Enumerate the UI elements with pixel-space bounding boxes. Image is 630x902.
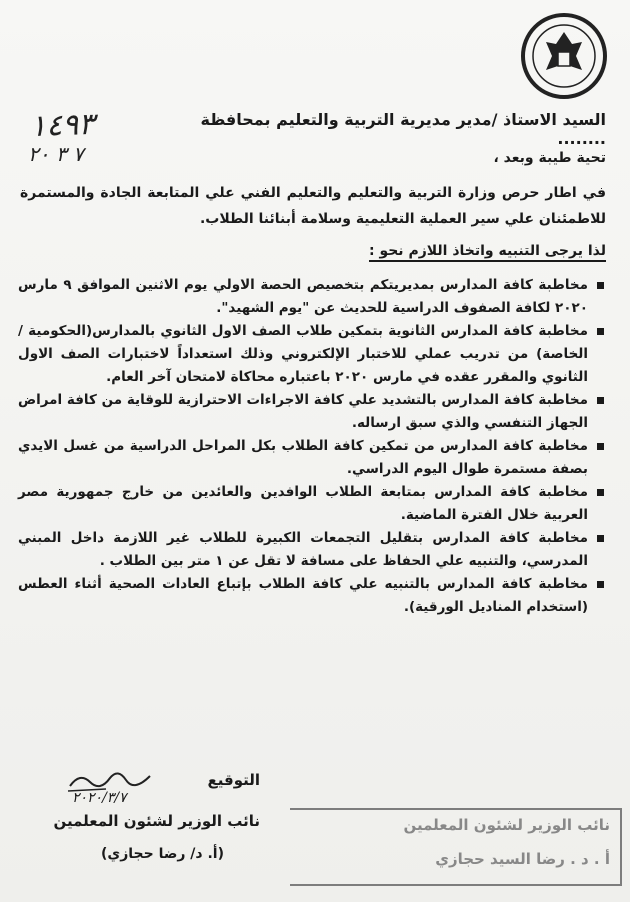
signatory-name: (أ. د/ رضا حجازي) xyxy=(100,846,224,862)
ministry-seal-icon xyxy=(520,12,608,100)
instructions-list xyxy=(18,274,608,619)
request-heading xyxy=(306,243,606,259)
stamp-line-title: نائب الوزير لشئون المعلمين xyxy=(403,816,610,834)
stamp-line-name: أ . د . رضا السيد حجازي xyxy=(435,850,610,868)
intro-paragraph: في اطار حرص وزارة التربية والتعليم والتعليم الفني علي المتابعة الجادة والمستمرة للاطمئنان علي سير العملية التعليمية وسلامة أبنائنا الطلاب. xyxy=(20,185,606,227)
list-item: مخاطبة كافة المدارس من تمكين كافة الطلاب بكل المراحل الدراسية من غسل الايدي بصفة مستمرة طوال اليوم الدراسي. xyxy=(18,435,608,481)
signature-label: التوقيع xyxy=(207,771,260,789)
list-item: مخاطبة كافة المدارس الثانوية بتمكين طلاب الصف الاول الثانوي بالمدارس(الحكومية / الخاصة) من تدريب عملي للاختبار الإلكتروني وذلك استعداداً لاختبارات الصف الاول الثانوي والمقرر عقده في مارس ٢٠٢٠ باعتباره محاكاة لامتحان آخر العام. xyxy=(18,320,608,389)
list-item: مخاطبة كافة المدارس بمتابعة الطلاب الوافدين والعائدين من خارج جمهورية مصر العربية خلال الفترة الماضية. xyxy=(18,481,608,527)
list-item: مخاطبة كافة المدارس بتقليل التجمعات الكبيرة للطلاب غير اللازمة داخل المبني المدرسي، والتنبيه علي الحفاظ على مسافة لا تقل عن ١ متر بين الطلاب . xyxy=(18,527,608,573)
handwritten-date: ٧ ٣ ٢٠ xyxy=(28,142,84,166)
signatory-title: نائب الوزير لشئون المعلمين xyxy=(53,812,260,830)
official-stamp xyxy=(290,808,622,886)
list-item: مخاطبة كافة المدارس بالتشديد علي كافة الاجراءات الاحترازية للوقاية من كافة امراض الجهاز التنفسي والذي سبق ارساله. xyxy=(18,389,608,435)
list-item: مخاطبة كافة المدارس بالتنبيه علي كافة الطلاب بإتباع العادات الصحية أثناء العطس (استخدام المناديل الورقية). xyxy=(18,573,608,619)
handwritten-registry-number: ١٤٩٣ xyxy=(29,106,96,145)
list-item: مخاطبة كافة المدارس بمديريتكم بتخصيص الحصة الاولي يوم الاثنين الموافق ٩ مارس ٢٠٢٠ لكافة الصفوف الدراسية للحديث عن "يوم الشهيد". xyxy=(18,274,608,320)
signature-date: ٢٠٢٠/٣/٧ xyxy=(72,790,127,806)
request-heading-text: لذا يرجى التنبيه واتخاذ اللازم نحو : xyxy=(369,243,606,262)
addressee-line: السيد الاستاذ /مدير مديرية التربية والتعليم بمحافظة ........ xyxy=(200,110,606,148)
greeting: تحية طيبة وبعد ، xyxy=(493,150,606,166)
